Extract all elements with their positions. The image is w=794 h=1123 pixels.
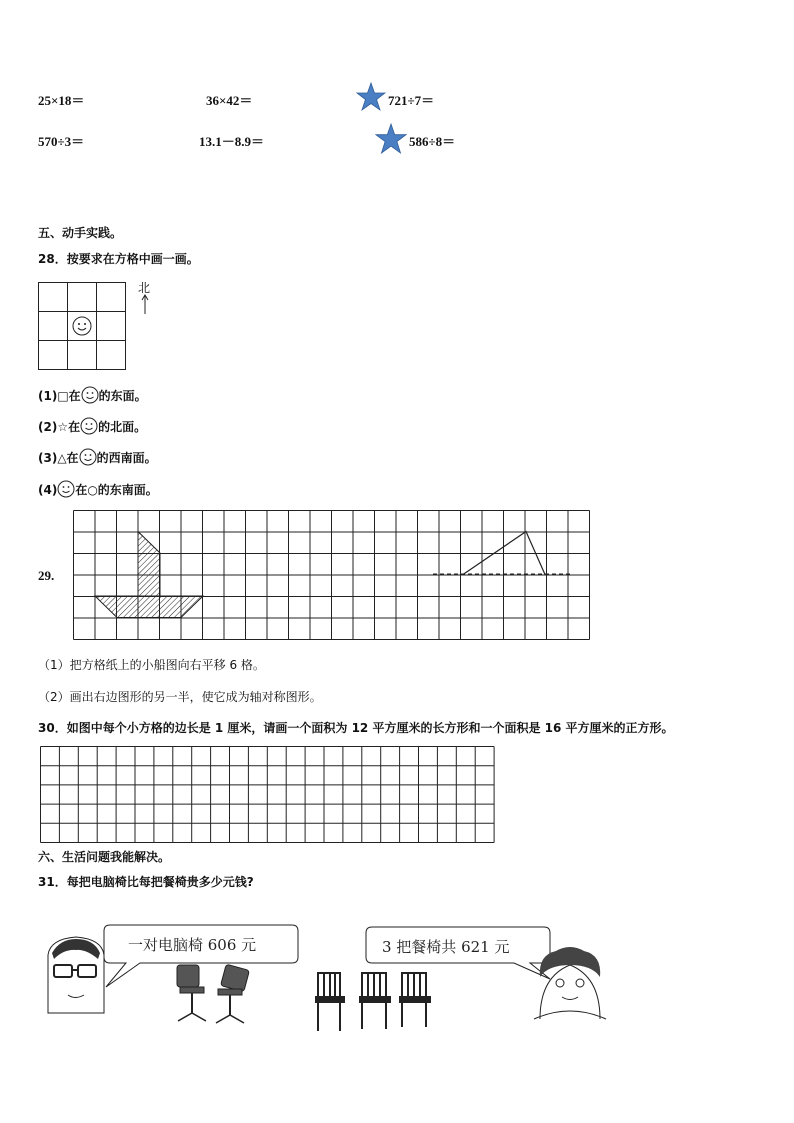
q31-illustration <box>40 915 620 1035</box>
q28-grid <box>38 282 128 372</box>
q28-title: 28．按要求在方格中画一画。 <box>38 252 199 266</box>
bubble-right-text: 3 把餐椅共 621 元 <box>382 938 510 956</box>
north-arrow-icon <box>140 293 150 315</box>
q28-item-1: (1)□在 的东面。 <box>38 386 147 404</box>
speech-bubble-left <box>104 925 298 987</box>
smiley-icon <box>73 317 91 335</box>
calc-2-1: 570÷3＝ <box>38 134 85 149</box>
q29-task-2: （2）画出右边图形的另一半，使它成为轴对称图形。 <box>38 690 322 704</box>
q29-grid <box>72 510 592 644</box>
calc-2-2: 13.1－8.9＝ <box>199 134 265 149</box>
woman-figure <box>534 947 606 1019</box>
q28-item-3: (3)△在 的西南面。 <box>38 448 157 466</box>
smiley-icon <box>79 448 97 466</box>
q31-title: 31．每把电脑椅比每把餐椅贵多少元钱? <box>38 875 254 889</box>
q30-title: 30．如图中每个小方格的边长是 1 厘米，请画一个面积为 12 平方厘米的长方形和一个面积是 16 平方厘米的正方形。 <box>38 721 674 735</box>
calc-1-1: 25×18＝ <box>38 93 85 108</box>
q28-item-2: (2)☆在 的北面。 <box>38 417 146 435</box>
man-figure <box>48 937 104 1013</box>
q28-item-4: (4) 在○的东南面。 <box>38 480 158 498</box>
boat-sail <box>138 532 160 597</box>
section-5-heading: 五、动手实践。 <box>38 226 123 240</box>
smiley-icon <box>57 480 75 498</box>
star-icon <box>356 82 386 112</box>
section-6-heading: 六、生活问题我能解决。 <box>38 850 171 864</box>
q29-number: 29. <box>38 568 55 583</box>
star-icon <box>375 123 407 155</box>
smiley-icon <box>80 417 98 435</box>
dining-chairs <box>316 973 430 1031</box>
computer-chairs <box>177 964 249 1023</box>
q30-grid <box>40 746 498 844</box>
north-label: 北 <box>138 281 151 295</box>
q29-task-1: （1）把方格纸上的小船图向右平移 6 格。 <box>38 658 265 672</box>
calc-2-3: 586÷8＝ <box>409 134 456 149</box>
calc-1-2: 36×42＝ <box>206 93 253 108</box>
bubble-left-text: 一对电脑椅 606 元 <box>128 936 257 954</box>
smiley-icon <box>81 386 99 404</box>
boat-hull <box>95 596 203 618</box>
calc-1-3: 721÷7＝ <box>388 93 435 108</box>
